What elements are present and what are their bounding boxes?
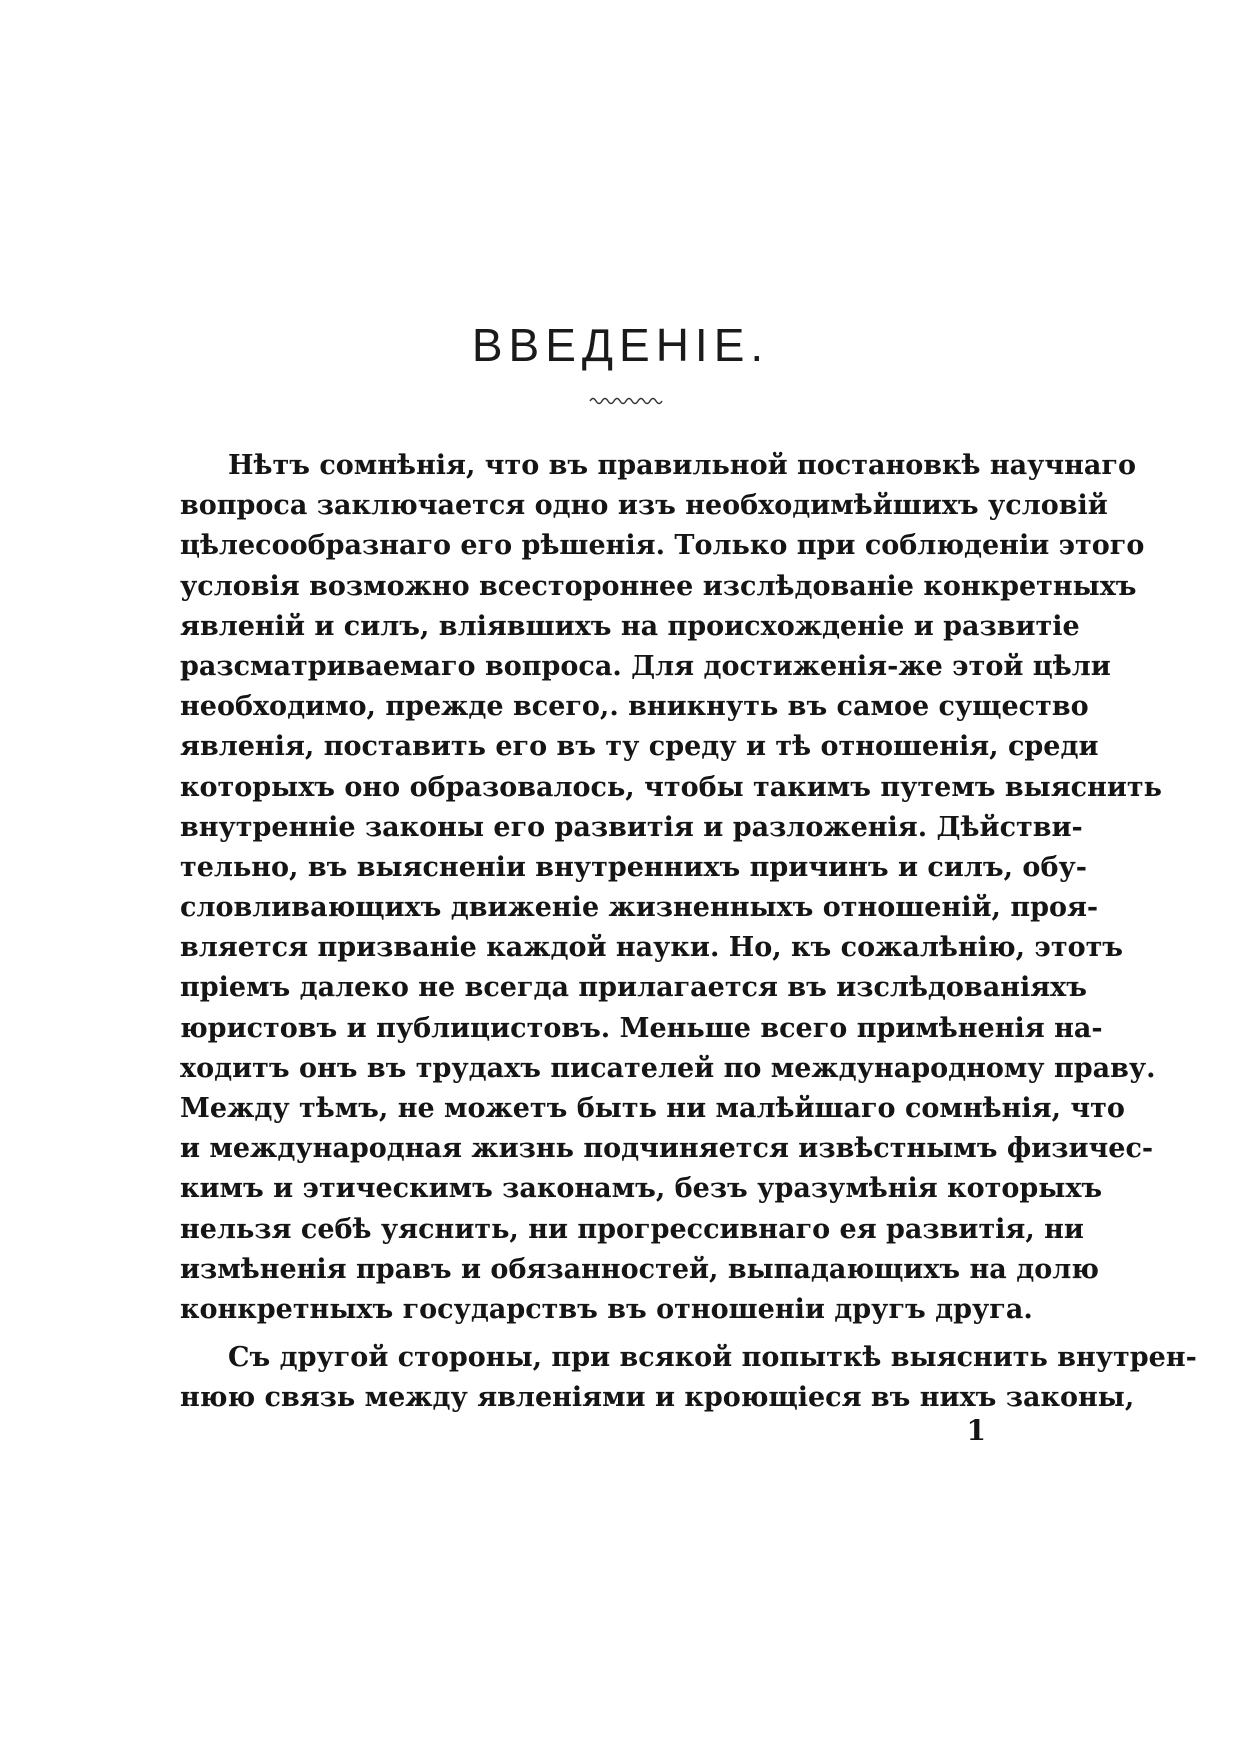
text-line: условія возможно всестороннее изслѣдованіе конкретныхъ [180, 570, 1137, 602]
chapter-heading: ВВЕДЕНIЕ. [471, 319, 770, 371]
body-text [180, 446, 1197, 1419]
text-line: Между тѣмъ, не можетъ быть ни малѣйшаго сомнѣнія, что [180, 1093, 1125, 1124]
text-line: юристовъ и публицистовъ. Меньше всего примѣненія на- [180, 1012, 1103, 1044]
text-line: конкретныхъ государствъ въ отношеніи другъ друга. [180, 1293, 1033, 1325]
text-line: вляется призваніе каждой науки. Но, къ сожалѣнію, этотъ [180, 932, 1124, 964]
text-line: и международная жизнь подчиняется извѣстнымъ физичес- [180, 1133, 1154, 1165]
text-line: явленія, поставить его въ ту среду и тѣ отношенія, среди [180, 731, 1099, 763]
text-line: пріемъ далеко не всегда прилагается въ изслѣдованіяхъ [180, 972, 1087, 1004]
text-line: Съ другой стороны, при всякой попыткѣ выяснить внутрен- [228, 1342, 1197, 1374]
text-line: цѣлесообразнаго его рѣшенія. Только при соблюденіи этого [180, 530, 1145, 562]
text-line: которыхъ оно образовалось, чтобы такимъ путемъ выяснить [180, 771, 1162, 803]
page-number: 1 [966, 1414, 986, 1447]
wavy-rule-ornament-icon [588, 394, 666, 408]
text-line: Нѣтъ сомнѣнія, что въ правильной постановкѣ научнаго [228, 450, 1136, 481]
paragraph-1 [180, 446, 1162, 1330]
text-line: нельзя себѣ уяснить, ни прогрессивнаго ея развитія, ни [180, 1213, 1084, 1245]
text-line: измѣненія правъ и обязанностей, выпадающихъ на долю [180, 1253, 1099, 1285]
text-line: необходимо, прежде всего,. вникнуть въ самое существо [180, 691, 1089, 723]
text-line: внутренніе законы его развитія и разложенія. Дѣйстви- [180, 811, 1083, 843]
paragraph-2 [180, 1338, 1197, 1418]
text-line: тельно, въ выясненіи внутреннихъ причинъ и силъ, обу- [180, 851, 1087, 883]
text-line: разсматриваемаго вопроса. Для достиженія-же этой цѣли [180, 650, 1111, 682]
text-line: кимъ и этическимъ законамъ, безъ уразумѣнія которыхъ [180, 1173, 1103, 1205]
text-line: ходитъ онъ въ трудахъ писателей по международному праву. [180, 1052, 1156, 1084]
text-line: вопроса заключается одно изъ необходимѣйшихъ условій [180, 490, 1108, 522]
text-line: словливающихъ движеніе жизненныхъ отношеній, проя- [180, 892, 1099, 924]
text-line: явленій и силъ, вліявшихъ на происхожденіе и развитіе [180, 610, 1080, 642]
text-line: нюю связь между явленіями и кроющіеся въ нихъ законы, [180, 1382, 1135, 1414]
